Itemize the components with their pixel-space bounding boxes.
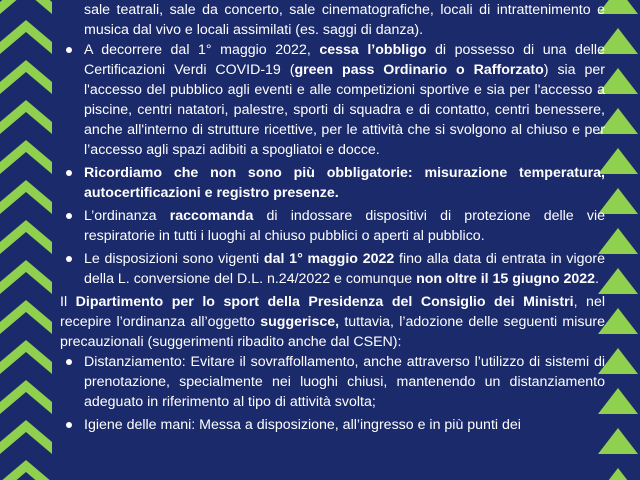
triangle-up-icon bbox=[598, 468, 638, 480]
item-bold: raccomanda bbox=[169, 208, 254, 224]
chevron-up-icon bbox=[0, 180, 52, 214]
list-item: Distanziamento: Evitare il sovraffollamento, anche attraverso l’utilizzo di sistemi di prenotazione, specialmente nei luoghi chiusi, mantenendo un distanziamento adeguato in riferimento al tipo di attività svolta; bbox=[60, 352, 605, 412]
chevron-up-icon bbox=[0, 220, 52, 254]
item-text: ) sia per l'accesso del pubblico agli eventi e alle competizioni sportive e sia per l'accesso a piscine, centri natatori, palestre, sporti di squadra e di contatto, centri benessere, anche all'interno di strutture ricettive, per le attività che si svolgono al chiuso e per l’accesso agli spazi adibiti a spogliatoi e docce. bbox=[84, 62, 606, 158]
chevron-up-icon bbox=[0, 100, 52, 134]
item-bold: cessa l’obbligo bbox=[319, 42, 427, 58]
chevron-up-icon bbox=[0, 260, 52, 294]
item-text: di possesso di una delle Certificazioni Verdi COVID-19 ( bbox=[84, 42, 605, 78]
list-item bbox=[60, 249, 605, 289]
chevron-up-icon bbox=[0, 420, 52, 454]
main-paragraph bbox=[60, 292, 605, 352]
intro-text: sale teatrali, sale da concerto, sale cinematografiche, locali di intrattenimento e musica dal vivo e locali assimilati (es. saggi di danza). bbox=[84, 2, 605, 38]
left-chevron-column bbox=[0, 0, 58, 480]
item-text: . bbox=[595, 271, 599, 287]
chevron-up-icon bbox=[0, 0, 58, 480]
para-bold: suggerisce, bbox=[260, 314, 340, 330]
chevron-up-icon bbox=[0, 380, 52, 414]
item-text: di indossare dispositivi di protezione delle vie respiratorie in tutti i luoghi al chiuso pubblici o aperti al pubblico. bbox=[84, 208, 606, 244]
item-text: fino alla data di entrata in vigore della L. conversione del D.L. n.24/2022 e comunque bbox=[84, 251, 606, 287]
chevron-up-icon bbox=[0, 300, 52, 334]
para-text: , nel recepire l’ordinanza all’oggetto bbox=[60, 294, 605, 330]
chevron-up-icon bbox=[0, 460, 52, 480]
chevron-up-icon bbox=[0, 60, 52, 94]
item-text: L’ordinanza bbox=[84, 208, 170, 224]
item-text: Le disposizioni sono vigenti bbox=[84, 251, 264, 267]
item-bold: green pass Ordinario o Rafforzato bbox=[294, 62, 544, 78]
top-list bbox=[60, 40, 605, 289]
list-item bbox=[60, 163, 605, 203]
list-item bbox=[60, 206, 605, 246]
item-bold: non oltre il 15 giugno 2022 bbox=[416, 271, 596, 287]
bottom-list bbox=[60, 352, 605, 435]
item-bold: Ricordiamo che non sono più obbligatorie: misurazione temperatura, autocertificazioni e registro presenze. bbox=[84, 165, 605, 201]
item-bold: dal 1° maggio 2022 bbox=[263, 251, 395, 267]
list-item: Igiene delle mani: Messa a disposizione, all’ingresso e in più punti dei bbox=[60, 415, 605, 435]
chevron-up-icon bbox=[0, 140, 52, 174]
chevron-up-icon bbox=[0, 20, 52, 54]
list-item bbox=[60, 40, 605, 160]
chevron-up-icon bbox=[0, 0, 52, 14]
para-text: tuttavia, l’adozione delle seguenti misure precauzionali (suggerimenti ribadito anche dal CSEN): bbox=[60, 314, 605, 350]
chevron-up-icon bbox=[0, 340, 52, 374]
item-text: A decorrere dal 1° maggio 2022, bbox=[84, 42, 320, 58]
para-text: Il bbox=[60, 294, 76, 310]
para-bold: Dipartimento per lo sport della Presidenza del Consiglio dei Ministri bbox=[75, 294, 574, 310]
document-body bbox=[60, 0, 605, 438]
